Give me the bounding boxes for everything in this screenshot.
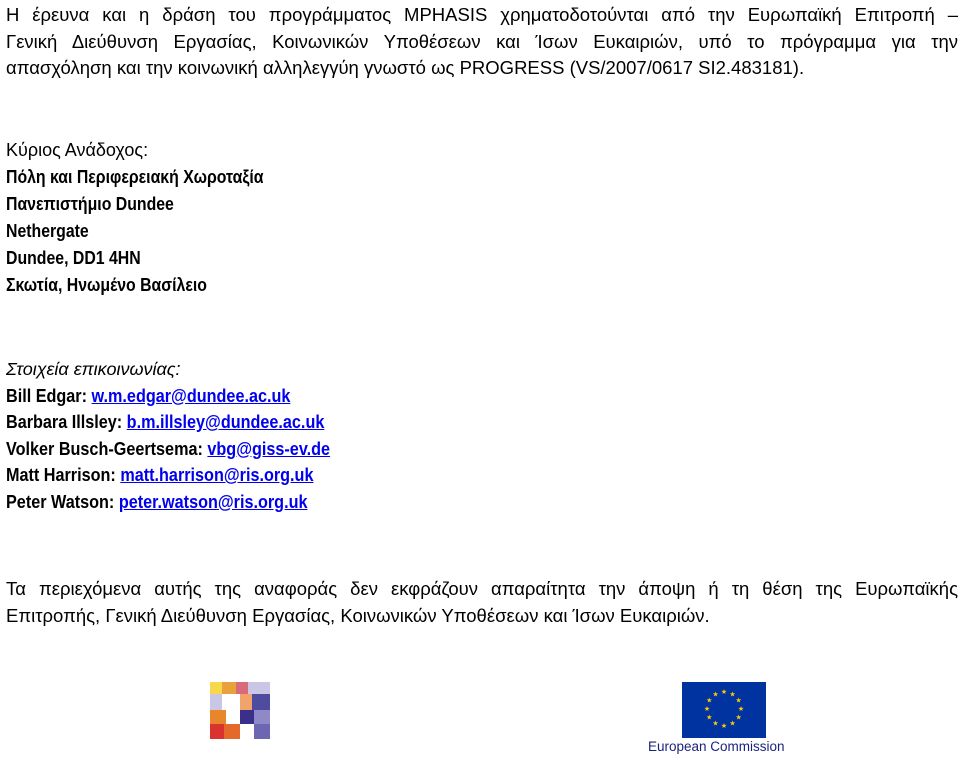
svg-text:★: ★ [735, 713, 742, 722]
sponsor-heading: Κύριος Ανάδοχος: [6, 140, 149, 160]
contact-email-link[interactable]: b.m.illsley@dundee.ac.uk [126, 412, 325, 432]
svg-text:★: ★ [729, 690, 736, 699]
disclaimer-line: Τα περιεχόμενα αυτής της αναφοράς δεν εκφράζουν απαραίτητα την άποψη ή τη θέση της Ευρωπαϊκής [6, 578, 958, 599]
address-line: Πανεπιστήμιο Dundee [6, 194, 174, 214]
contact-email-link[interactable]: w.m.edgar@dundee.ac.uk [91, 385, 291, 406]
intro-line: Γενική Διεύθυνση Εργασίας, Κοινωνικών Υποθέσεων και Ίσων Ευκαιριών, υπό το πρόγραμμα για την [6, 30, 958, 52]
disclaimer-paragraph [6, 576, 958, 629]
contact-name: Bill Edgar: [6, 385, 88, 406]
eu-caption: European Commission [648, 739, 785, 754]
contact-row [6, 383, 330, 410]
sponsor-block [6, 137, 299, 299]
contact-row [6, 489, 330, 516]
svg-text:★: ★ [735, 696, 742, 705]
address-line: Dundee, DD1 4HN [6, 248, 141, 268]
svg-text:★: ★ [720, 722, 728, 730]
disclaimer-line: Επιτροπής, Γενική Διεύθυνση Εργασίας, Κοινωνικών Υποθέσεων και Ίσων Ευκαιριών. [6, 604, 710, 626]
contact-email-link[interactable]: vbg@giss-ev.de [207, 438, 331, 459]
svg-text:★: ★ [706, 713, 713, 722]
address-line: Σκωτία, Ηνωμένο Βασίλειο [6, 275, 207, 295]
svg-text:★: ★ [706, 696, 713, 705]
contact-email-link[interactable]: peter.watson@ris.org.uk [118, 491, 308, 512]
svg-text:★: ★ [712, 719, 719, 728]
contacts-block [6, 356, 366, 515]
address-line: Nethergate [6, 221, 89, 241]
contact-name: Volker Busch-Geertsema: [6, 438, 203, 459]
contact-name: Barbara Illsley: [6, 412, 123, 432]
contact-email-link[interactable]: matt.harrison@ris.org.uk [120, 465, 314, 485]
eu-flag-icon [682, 682, 766, 738]
contact-name: Peter Watson: [6, 491, 115, 512]
contacts-heading: Στοιχεία επικοινωνίας: [6, 359, 181, 379]
svg-text:★: ★ [712, 690, 719, 699]
svg-text:★: ★ [703, 705, 711, 713]
svg-text:★: ★ [737, 705, 745, 713]
svg-text:★: ★ [720, 688, 728, 696]
address-line: Πόλη και Περιφερειακή Χωροταξία [6, 167, 264, 187]
svg-text:★: ★ [729, 719, 736, 728]
intro-paragraph [6, 2, 958, 82]
intro-line: απασχόληση και την κοινωνική αλληλεγγύη γνωστό ως PROGRESS (VS/2007/0617 SI2.483181). [6, 57, 805, 78]
contact-name: Matt Harrison: [6, 465, 116, 485]
contact-row [6, 409, 330, 436]
contact-row [6, 462, 330, 489]
contact-row [6, 436, 330, 463]
intro-line: Η έρευνα και η δράση του προγράμματος MPHASIS χρηματοδοτούνται από την Ευρωπαϊκή Επιτροπή – [6, 4, 958, 25]
progress-logo-icon [210, 682, 270, 739]
